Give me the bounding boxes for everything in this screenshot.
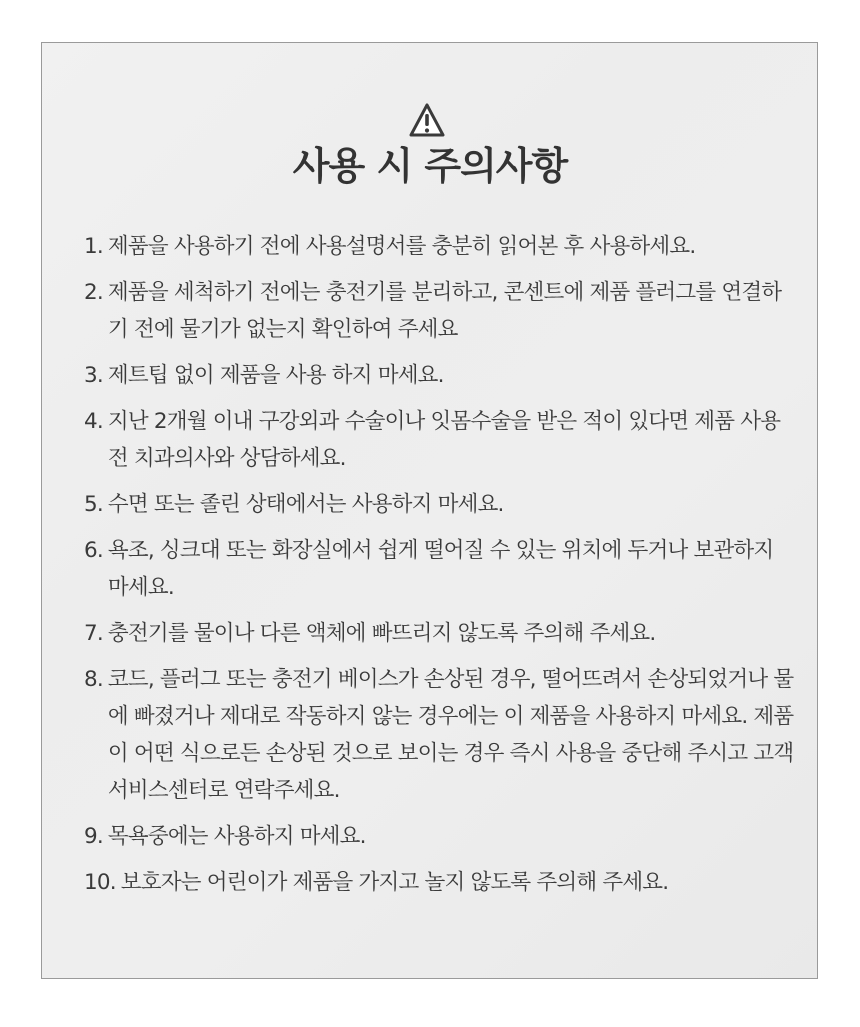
page-title: 사용 시 주의사항: [292, 144, 568, 188]
list-item: [84, 818, 794, 855]
notice-text: 수면 또는 졸린 상태에서는 사용하지 마세요.: [107, 492, 504, 517]
notice-number: 5.: [84, 492, 103, 517]
list-item: [84, 864, 794, 901]
list-item: [84, 615, 794, 652]
list-item: [84, 661, 794, 809]
warning-icon: [408, 102, 446, 138]
notice-number: 1.: [84, 234, 103, 259]
notice-number: 10.: [84, 870, 116, 895]
notice-text: 보호자는 어린이가 제품을 가지고 놀지 않도록 주의해 주세요.: [120, 870, 669, 895]
notice-number: 3.: [84, 363, 103, 388]
list-item: [84, 532, 794, 606]
notice-text: 충전기를 물이나 다른 액체에 빠뜨리지 않도록 주의해 주세요.: [107, 621, 656, 646]
notice-number: 2.: [84, 280, 103, 305]
notice-text: 제품을 세척하기 전에는 충전기를 분리하고, 콘센트에 제품 플러그를 연결하기 전에 물기가 없는지 확인하여 주세요: [107, 280, 782, 342]
notice-text: 욕조, 싱크대 또는 화장실에서 쉽게 떨어질 수 있는 위치에 두거나 보관하지 마세요.: [107, 538, 774, 600]
notice-number: 8.: [84, 667, 103, 692]
notice-text: 제트팁 없이 제품을 사용 하지 마세요.: [107, 363, 444, 388]
list-item: [84, 228, 794, 265]
notice-number: 4.: [84, 409, 103, 434]
notice-list: [84, 228, 794, 910]
notice-text: 목욕중에는 사용하지 마세요.: [107, 824, 366, 849]
notice-number: 6.: [84, 538, 103, 563]
notice-number: 9.: [84, 824, 103, 849]
notice-text: 코드, 플러그 또는 충전기 베이스가 손상된 경우, 떨어뜨려서 손상되었거나 물에 빠졌거나 제대로 작동하지 않는 경우에는 이 제품을 사용하지 마세요. 제품이 어떤 식으로든 손상된 것으로 보이는 경우 즉시 사용을 중단해 주시고 고객서비스센터로 연락주세요.: [107, 667, 794, 803]
notice-text: 지난 2개월 이내 구강외과 수술이나 잇몸수술을 받은 적이 있다면 제품 사용전 치과의사와 상담하세요.: [107, 409, 781, 471]
list-item: [84, 403, 794, 477]
notice-text: 제품을 사용하기 전에 사용설명서를 충분히 읽어본 후 사용하세요.: [107, 234, 696, 259]
list-item: [84, 357, 794, 394]
list-item: [84, 486, 794, 523]
notice-number: 7.: [84, 621, 103, 646]
list-item: [84, 274, 794, 348]
